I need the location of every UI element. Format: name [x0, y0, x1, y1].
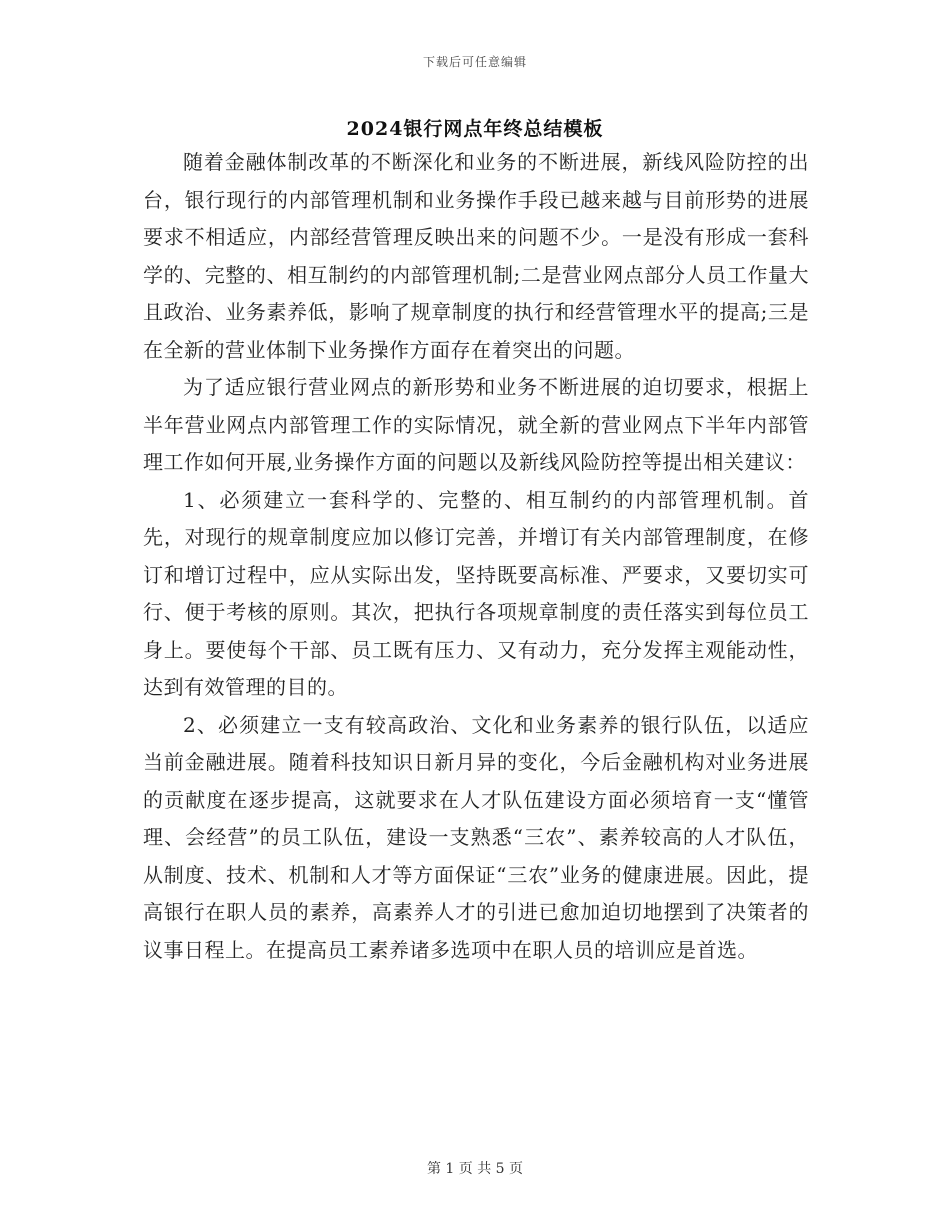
page-header-note: 下载后可任意编辑 — [422, 55, 527, 69]
paragraph-point-2: 2、必须建立一支有较高政治、文化和业务素养的银行队伍，以适应当前金融进展。随着科技知识日新月异的变化，今后金融机构对业务进展的贡献度在逐步提高，这就要求在人才队伍建设方面必须培育一支“懂管理、会经营”的员工队伍，建设一支熟悉“三农”、素养较高的人才队伍，从制度、技术、机制和人才等方面保证“三农”业务的健康进展。因此，提高银行在职人员的素养，高素养人才的引进已愈加迫切地摆到了决策者的议事日程上。在提高员工素养诸多选项中在职人员的培训应是首选。 — [143, 712, 809, 962]
paragraph-point-1: 1、必须建立一套科学的、完整的、相互制约的内部管理机制。首先，对现行的规章制度应加以修订完善，并增订有关内部管理制度，在修订和增订过程中，应从实际出发，坚持既要高标准、严要求，又要切实可行、便于考核的原则。其次，把执行各项规章制度的责任落实到每位员工身上。要使每个干部、员工既有压力、又有动力，充分发挥主观能动性，达到有效管理的目的。 — [143, 487, 809, 699]
paragraph-intro: 随着金融体制改革的不断深化和业务的不断进展，新线风险防控的出台，银行现行的内部管理机制和业务操作手段已越来越与目前形势的进展要求不相适应，内部经营管理反映出来的问题不少。一是没有形成一套科学的、完整的、相互制约的内部管理机制;二是营业网点部分人员工作量大且政治、业务素养低，影响了规章制度的执行和经营管理水平的提高;三是在全新的营业体制下业务操作方面存在着突出的问题。 — [143, 150, 809, 362]
page-number: 第 1 页 共 5 页 — [426, 1161, 524, 1177]
document-body — [143, 144, 809, 969]
document-title: 2024银行网点年终总结模板 — [346, 118, 604, 140]
paragraph-purpose: 为了适应银行营业网点的新形势和业务不断进展的迫切要求，根据上半年营业网点内部管理工作的实际情况，就全新的营业网点下半年内部管理工作如何开展,业务操作方面的问题以及新线风险防控等提出相关建议： — [143, 375, 809, 474]
